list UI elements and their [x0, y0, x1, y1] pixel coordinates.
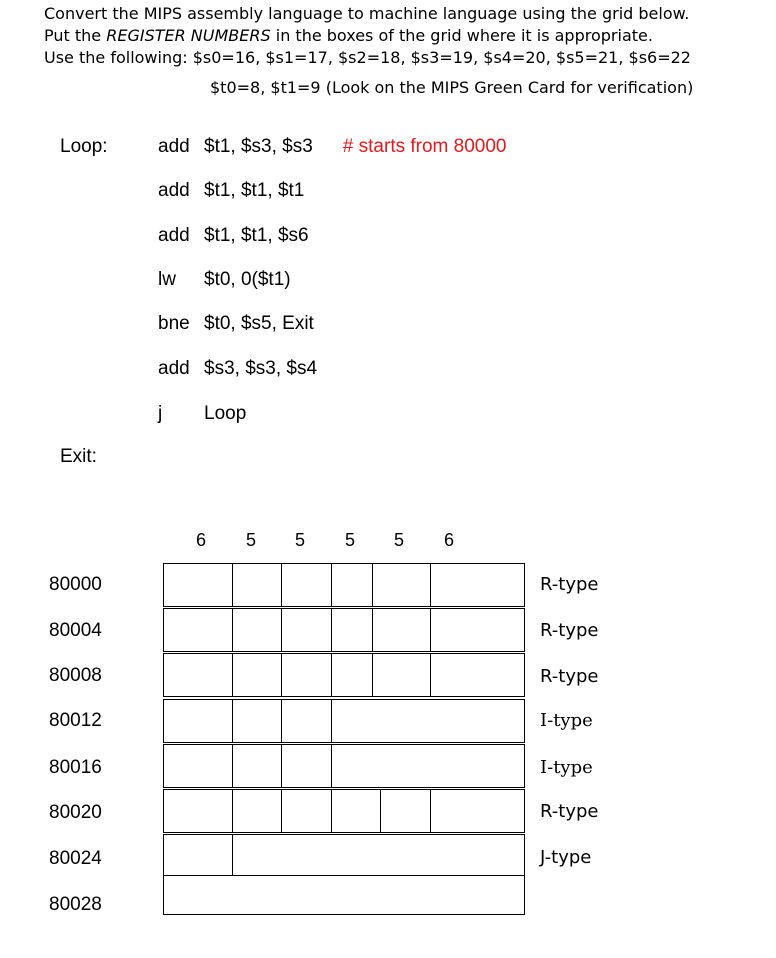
rt-cell[interactable] [281, 653, 332, 697]
opcode-cell[interactable] [163, 699, 233, 743]
address-label: 80000 [49, 574, 102, 595]
code-opcode: add [158, 180, 190, 201]
opcode-cell[interactable] [163, 789, 233, 833]
address-label: 80016 [49, 757, 102, 778]
bit-width-label: 5 [394, 530, 405, 550]
code-comment: # starts from 80000 [342, 136, 507, 157]
instruction-line-4: $t0=8, $t1=9 (Look on the MIPS Green Card for verification) [210, 78, 694, 97]
code-opcode: add [158, 136, 190, 157]
code-args: $s3, $s3, $s4 [204, 358, 318, 379]
code-opcode: add [158, 225, 190, 246]
instruction-line-2-emphasis: REGISTER NUMBERS [106, 26, 271, 45]
rd-cell[interactable] [331, 608, 373, 652]
immediate-cell[interactable] [331, 744, 525, 788]
funct-cell[interactable] [430, 563, 525, 607]
address-label: 80012 [49, 710, 102, 731]
shamt-cell[interactable] [372, 563, 431, 607]
rt-cell[interactable] [281, 789, 332, 833]
shamt-cell[interactable] [372, 653, 431, 697]
funct-cell[interactable] [430, 653, 525, 697]
address-label: 80004 [49, 620, 102, 641]
grid-row-r-type [163, 653, 525, 697]
code-line [158, 180, 304, 202]
rs-cell[interactable] [232, 563, 282, 607]
grid-row-r-type [163, 789, 525, 833]
rt-cell[interactable] [281, 563, 332, 607]
code-args: $t0, 0($t1) [204, 269, 291, 290]
rs-cell[interactable] [232, 699, 282, 743]
rs-cell[interactable] [232, 608, 282, 652]
loop-label: Loop: [60, 136, 108, 157]
shamt-cell[interactable] [380, 789, 431, 833]
instruction-line-2-prefix: Put the [44, 26, 107, 45]
code-args: $t0, $s5, Exit [204, 313, 314, 334]
rt-cell[interactable] [281, 744, 332, 788]
instruction-type-label: R-type [540, 801, 599, 822]
address-label: 80008 [49, 665, 102, 686]
code-args: $t1, $t1, $t1 [204, 180, 305, 201]
opcode-cell[interactable] [163, 608, 233, 652]
rt-cell[interactable] [281, 699, 332, 743]
funct-cell[interactable] [430, 789, 525, 833]
code-args: Loop [204, 403, 247, 424]
code-line [158, 269, 291, 291]
code-args: $t1, $s3, $s3 [204, 136, 313, 157]
instruction-line-2-suffix: in the boxes of the grid where it is appropriate. [270, 26, 653, 45]
rs-cell[interactable] [232, 744, 282, 788]
grid-row-r-type [163, 608, 525, 652]
opcode-cell[interactable] [163, 563, 233, 607]
code-opcode: j [158, 403, 163, 424]
immediate-cell[interactable] [331, 699, 525, 743]
rd-cell[interactable] [331, 563, 373, 607]
instruction-line-2 [44, 26, 653, 46]
code-args: $t1, $t1, $s6 [204, 225, 309, 246]
code-line [158, 358, 317, 380]
code-line [158, 313, 314, 335]
instruction-line-3: Use the following: $s0=16, $s1=17, $s2=18, $s3=19, $s4=20, $s5=21, $s6=22 [44, 48, 691, 67]
funct-cell[interactable] [430, 608, 525, 652]
instruction-type-label: R-type [540, 620, 599, 641]
shamt-cell[interactable] [372, 608, 431, 652]
code-opcode: bne [158, 313, 190, 334]
bit-width-label: 5 [246, 530, 257, 550]
code-line [158, 225, 309, 247]
code-line [158, 403, 246, 425]
rs-cell[interactable] [232, 653, 282, 697]
instruction-type-label: I-type [540, 757, 593, 778]
opcode-cell[interactable] [163, 653, 233, 697]
address-label: 80028 [49, 894, 102, 915]
bit-width-label: 6 [444, 530, 455, 550]
grid-row-i-type [163, 699, 525, 743]
code-opcode: add [158, 358, 190, 379]
opcode-cell[interactable] [163, 834, 233, 878]
instruction-type-label: R-type [540, 574, 599, 595]
instruction-type-label: R-type [540, 666, 599, 687]
address-label: 80020 [49, 802, 102, 823]
bit-width-label: 6 [196, 530, 207, 550]
grid-row-r-type [163, 563, 525, 607]
code-line [158, 136, 507, 158]
exit-label: Exit: [60, 446, 97, 467]
address-label: 80024 [49, 848, 102, 869]
grid-row-empty [163, 875, 525, 919]
instruction-type-label: J-type [540, 847, 592, 868]
rd-cell[interactable] [331, 653, 373, 697]
grid-row-j-type [163, 834, 525, 878]
code-opcode: lw [158, 269, 176, 290]
bit-width-label: 5 [345, 530, 356, 550]
rs-cell[interactable] [232, 789, 282, 833]
opcode-cell[interactable] [163, 744, 233, 788]
empty-cell[interactable] [163, 875, 525, 915]
grid-row-i-type [163, 744, 525, 788]
rd-cell[interactable] [331, 789, 381, 833]
rt-cell[interactable] [281, 608, 332, 652]
instruction-type-label: I-type [540, 710, 593, 731]
target-address-cell[interactable] [232, 834, 525, 878]
instruction-line-1: Convert the MIPS assembly language to machine language using the grid below. [44, 4, 690, 23]
bit-width-label: 5 [295, 530, 306, 550]
